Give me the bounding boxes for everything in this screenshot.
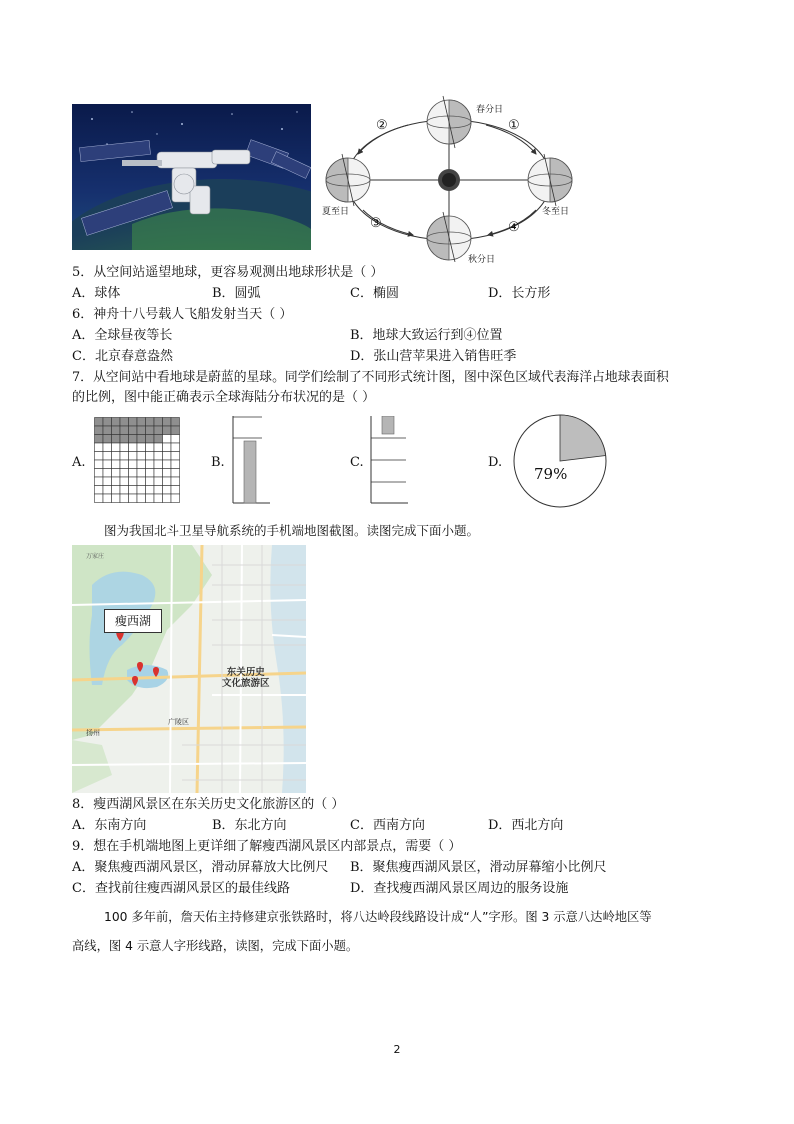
label-autumn-equinox: 秋分日 [468, 255, 496, 265]
grid-cell [146, 452, 155, 461]
grid-cell [112, 452, 121, 461]
q9-stem: 9．想在手机端地图上更详细了解瘦西湖风景区内部景点，需要（ ） [72, 839, 462, 854]
grid-cell [146, 443, 155, 452]
grid-cell [154, 486, 163, 495]
grid-cell [137, 477, 146, 486]
grid-cell [163, 469, 172, 478]
grid-cell [163, 452, 172, 461]
grid-cell [120, 477, 129, 486]
grid-cell [103, 469, 112, 478]
q8-option-a[interactable]: A．东南方向 [72, 818, 147, 833]
grid-cell [95, 418, 104, 427]
grid-cell [112, 418, 121, 427]
grid-cell [163, 443, 172, 452]
grid-cell [171, 435, 180, 444]
grid-cell [163, 494, 172, 503]
grid-cell [171, 477, 180, 486]
q6-option-b[interactable]: B．地球大致运行到④位置 [350, 328, 503, 343]
grid-cell [146, 426, 155, 435]
grid-cell [137, 486, 146, 495]
label-position-3: ③ [370, 216, 382, 231]
grid-cell [146, 494, 155, 503]
grid-cell [129, 460, 138, 469]
label-position-2: ② [376, 118, 388, 133]
grid-cell [112, 443, 121, 452]
grid-cell [112, 477, 121, 486]
grid-cell [154, 418, 163, 427]
grid-cell [129, 452, 138, 461]
grid-cell [129, 486, 138, 495]
grid-cell [120, 426, 129, 435]
q6-stem: 6．神舟十八号载人飞船发射当天（ ） [72, 307, 293, 322]
grid-cell [163, 460, 172, 469]
grid-cell [120, 469, 129, 478]
q7-option-b-label[interactable]: B. [211, 455, 225, 470]
grid-cell [103, 452, 112, 461]
q7-option-a-grid-chart [94, 417, 180, 507]
grid-cell [103, 443, 112, 452]
q5-option-c[interactable]: C．椭圆 [350, 286, 399, 301]
grid-cell [146, 486, 155, 495]
grid-cell [154, 435, 163, 444]
grid-cell [171, 494, 180, 503]
q8-option-c[interactable]: C．西南方向 [350, 818, 425, 833]
q9-option-d[interactable]: D．查找瘦西湖风景区周边的服务设施 [350, 881, 569, 896]
grid-cell [112, 426, 121, 435]
grid-cell [95, 477, 104, 486]
grid-cell [95, 486, 104, 495]
grid-cell [95, 443, 104, 452]
q9-option-a[interactable]: A．聚焦瘦西湖风景区，滑动屏幕放大比例尺 [72, 860, 329, 875]
grid-cell [129, 469, 138, 478]
grid-cell [112, 435, 121, 444]
grid-cell [171, 418, 180, 427]
q7-option-c-bar-chart [370, 416, 410, 508]
grid-cell [120, 486, 129, 495]
grid-cell [154, 477, 163, 486]
label-spring-equinox: 春分日 [476, 105, 504, 115]
map-label-wanjiazhuang: 万家庄 [86, 553, 105, 560]
grid-cell [171, 426, 180, 435]
grid-cell [163, 418, 172, 427]
grid-cell [129, 426, 138, 435]
grid-cell [103, 486, 112, 495]
grid-cell [154, 469, 163, 478]
grid-cell [154, 494, 163, 503]
grid-cell [171, 460, 180, 469]
map-label-yangzhou: 扬州 [86, 729, 100, 737]
grid-cell [120, 494, 129, 503]
grid-cell [154, 460, 163, 469]
q7-option-d-label[interactable]: D. [488, 455, 503, 470]
grid-cell [163, 486, 172, 495]
beidou-map-screenshot [72, 545, 306, 793]
grid-cell [137, 443, 146, 452]
grid-cell [103, 494, 112, 503]
q5-stem: 5．从空间站遥望地球，更容易观测出地球形状是（ ） [72, 265, 384, 280]
q5-option-b[interactable]: B．圆弧 [212, 286, 261, 301]
grid-cell [103, 435, 112, 444]
q7-option-d-pie-chart [510, 413, 610, 513]
q7-stem-line1: 7．从空间站中看地球是蔚蓝的星球。同学们绘制了不同形式统计图，图中深色区域代表海洋占地球表面积 [72, 370, 669, 385]
grid-cell [171, 486, 180, 495]
grid-cell [120, 443, 129, 452]
q7-option-c-label[interactable]: C. [350, 455, 364, 470]
grid-cell [95, 435, 104, 444]
grid-cell [129, 477, 138, 486]
grid-cell [112, 486, 121, 495]
grid-cell [112, 469, 121, 478]
page-number: 2 [393, 1043, 401, 1056]
grid-cell [137, 469, 146, 478]
q7-option-b-bar-chart [232, 416, 272, 508]
grid-cell [129, 443, 138, 452]
grid-cell [112, 460, 121, 469]
grid-cell [129, 418, 138, 427]
grid-cell [129, 494, 138, 503]
grid-cell [112, 494, 121, 503]
map-area-label: 东关历史 文化旅游区 [222, 667, 270, 689]
q6-option-a[interactable]: A．全球昼夜等长 [72, 328, 173, 343]
grid-cell [171, 452, 180, 461]
grid-cell [95, 460, 104, 469]
grid-cell [95, 452, 104, 461]
grid-cell [146, 469, 155, 478]
grid-cell [120, 435, 129, 444]
q6-option-c[interactable]: C．北京春意盎然 [72, 349, 173, 364]
q8-stem: 8．瘦西湖风景区在东关历史文化旅游区的（ ） [72, 797, 345, 812]
grid-cell [146, 477, 155, 486]
grid-cell [137, 435, 146, 444]
grid-cell [129, 435, 138, 444]
grid-cell [103, 418, 112, 427]
grid-cell [171, 443, 180, 452]
grid-cell [137, 460, 146, 469]
q8-option-d[interactable]: D．西北方向 [488, 818, 564, 833]
grid-cell [171, 469, 180, 478]
rail-intro-line1: 100 多年前，詹天佑主持修建京张铁路时，将八达岭段线路设计成“人”字形。图 3 示意八达岭地区等 [104, 910, 652, 924]
grid-cell [95, 469, 104, 478]
grid-cell [146, 418, 155, 427]
grid-cell [103, 426, 112, 435]
grid-cell [163, 477, 172, 486]
map-callout-label: 瘦西湖 [114, 614, 151, 628]
grid-cell [137, 452, 146, 461]
grid-cell [120, 452, 129, 461]
grid-cell [154, 452, 163, 461]
grid-cell [163, 435, 172, 444]
pie-percent-label: 79% [534, 465, 568, 483]
map-label-guangling: 广陵区 [168, 718, 189, 726]
q5-option-a[interactable]: A．球体 [72, 286, 121, 301]
q9-option-c[interactable]: C．查找前往瘦西湖风景区的最佳线路 [72, 881, 290, 896]
grid-cell [137, 494, 146, 503]
grid-cell [95, 494, 104, 503]
space-station-photo [72, 104, 311, 250]
grid-cell [103, 460, 112, 469]
grid-cell [137, 426, 146, 435]
map-callout-box [104, 609, 162, 633]
map-intro: 图为我国北斗卫星导航系统的手机端地图截图。读图完成下面小题。 [104, 523, 480, 538]
grid-cell [137, 418, 146, 427]
rail-intro-line2: 高线，图 4 示意人字形线路，读图，完成下面小题。 [72, 939, 359, 953]
grid-cell [120, 418, 129, 427]
q7-option-a-label[interactable]: A. [72, 455, 86, 470]
earth-orbit-diagram [318, 92, 580, 265]
grid-cell [163, 426, 172, 435]
grid-cell [154, 426, 163, 435]
label-winter-solstice: 冬至日 [542, 207, 570, 217]
label-position-4: ④ [508, 220, 520, 235]
q8-option-b[interactable]: B．东北方向 [212, 818, 287, 833]
q7-stem-line2: 的比例，图中能正确表示全球海陆分布状况的是（ ） [72, 390, 376, 405]
label-summer-solstice: 夏至日 [322, 207, 350, 217]
grid-cell [95, 426, 104, 435]
q6-option-d[interactable]: D．张山营苹果进入销售旺季 [350, 349, 517, 364]
label-position-1: ① [508, 118, 520, 133]
grid-cell [146, 460, 155, 469]
q9-option-b[interactable]: B．聚焦瘦西湖风景区，滑动屏幕缩小比例尺 [350, 860, 607, 875]
grid-cell [103, 477, 112, 486]
q5-option-d[interactable]: D．长方形 [488, 286, 551, 301]
grid-cell [154, 443, 163, 452]
grid-cell [146, 435, 155, 444]
grid-cell [120, 460, 129, 469]
